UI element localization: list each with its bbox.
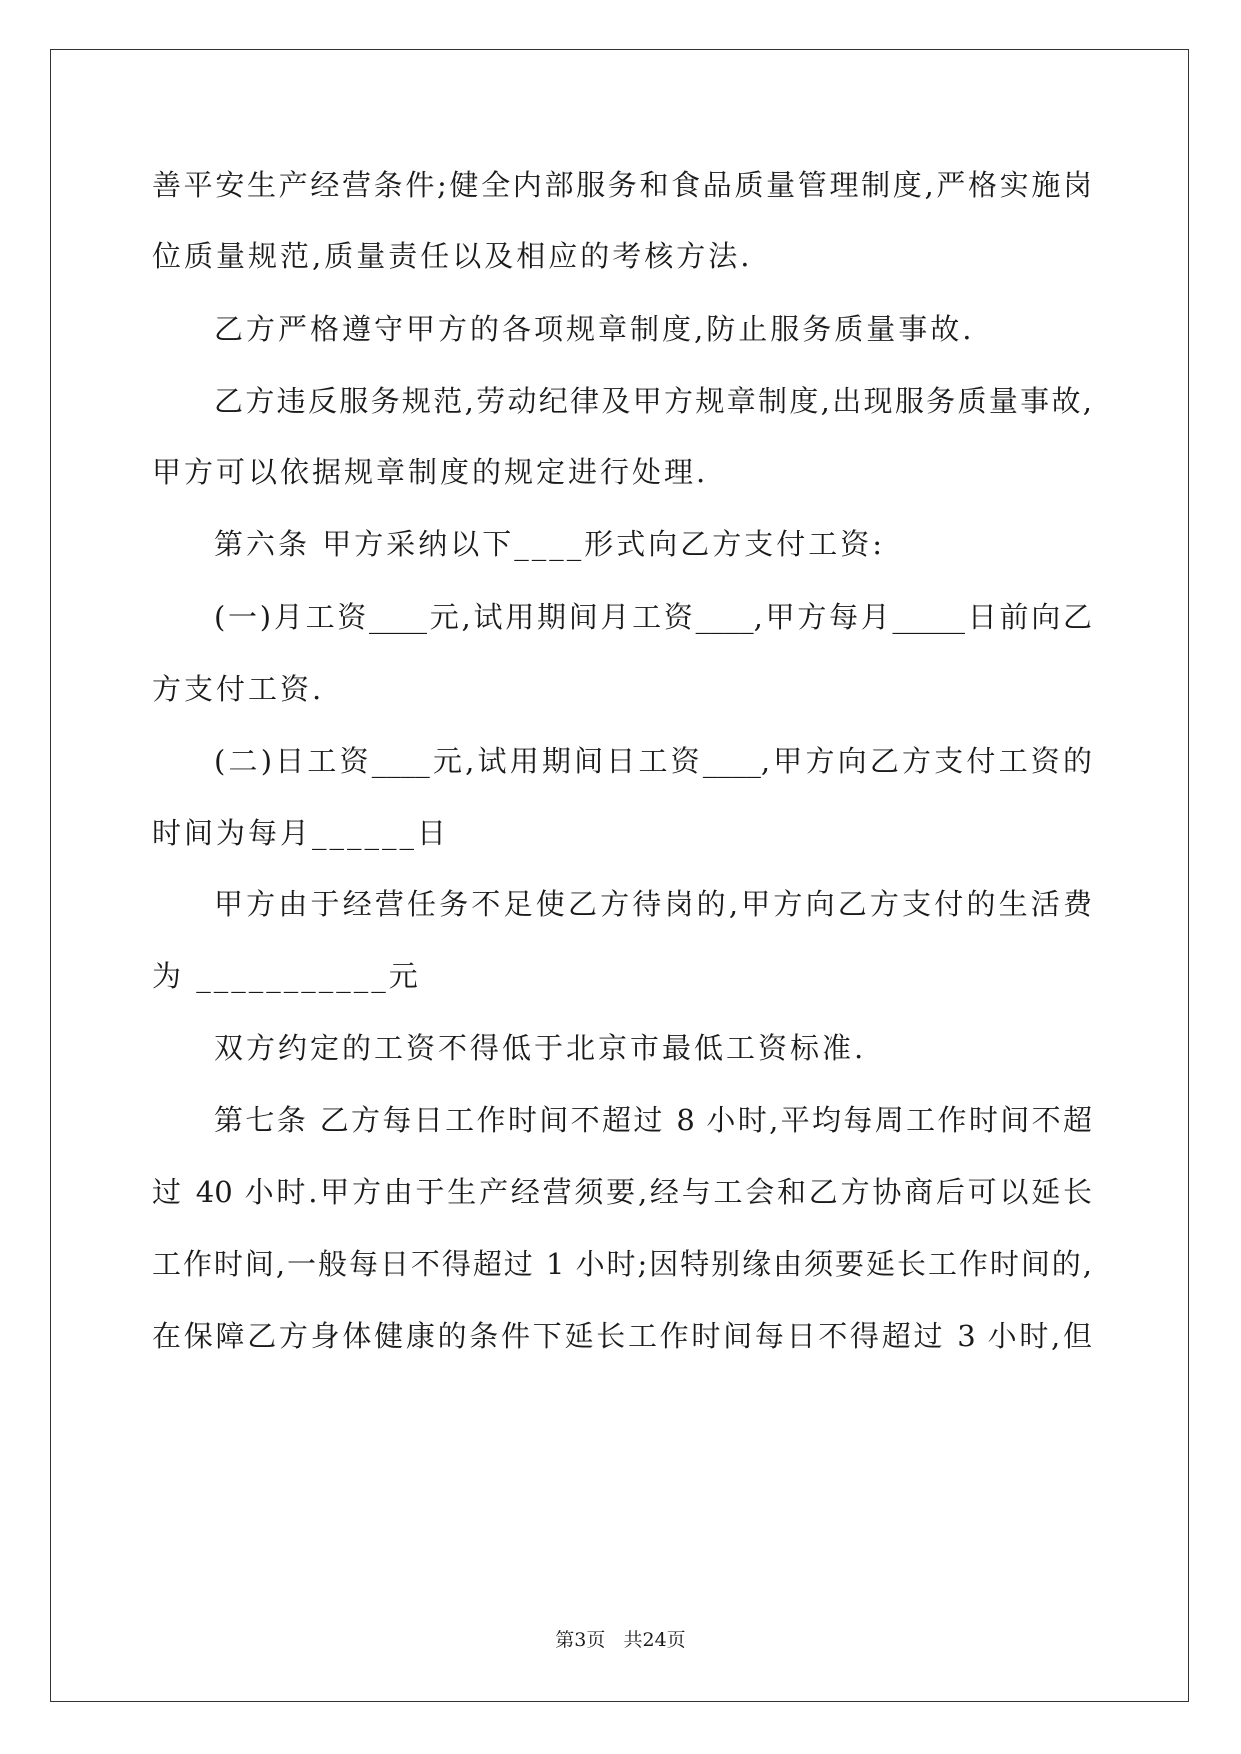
text-line: 第六条 甲方采纳以下____形式向乙方支付工资: (214, 527, 885, 561)
page-border (50, 49, 1189, 1702)
text-line: 在保障乙方身体健康的条件下延长工作时间每日不得超过 3 小时,但 (152, 1319, 1092, 1353)
text-line: 甲方由于经营任务不足使乙方待岗的,甲方向乙方支付的生活费 (214, 887, 1092, 921)
text-line: 乙方严格遵守甲方的各项规章制度,防止服务质量事故. (214, 312, 975, 346)
text-line: 第七条 乙方每日工作时间不超过 8 小时,平均每周工作时间不超 (214, 1103, 1092, 1137)
text-line: 为 ___________元 (152, 959, 421, 993)
text-line: 善平安生产经营条件;健全内部服务和食品质量管理制度,严格实施岗 (152, 168, 1092, 202)
text-line: 工作时间,一般每日不得超过 1 小时;因特别缘由须要延长工作时间的, (152, 1247, 1092, 1281)
text-line: 时间为每月______日 (152, 816, 450, 850)
text-line: 位质量规范,质量责任以及相应的考核方法. (152, 239, 753, 273)
text-line: 双方约定的工资不得低于北京市最低工资标准. (214, 1031, 867, 1065)
text-line: 过 40 小时.甲方由于生产经营须要,经与工会和乙方协商后可以延长 (152, 1175, 1092, 1209)
text-line: 甲方可以依据规章制度的规定进行处理. (152, 455, 709, 489)
text-line: (二)日工资____元,试用期间日工资____,甲方向乙方支付工资的 (214, 744, 1092, 778)
page-number: 第3页 共24页 (555, 1629, 686, 1651)
text-line: (一)月工资____元,试用期间月工资____,甲方每月_____日前向乙 (214, 600, 1092, 634)
text-line: 方支付工资. (152, 672, 325, 706)
text-line: 乙方违反服务规范,劳动纪律及甲方规章制度,出现服务质量事故, (214, 384, 1092, 418)
